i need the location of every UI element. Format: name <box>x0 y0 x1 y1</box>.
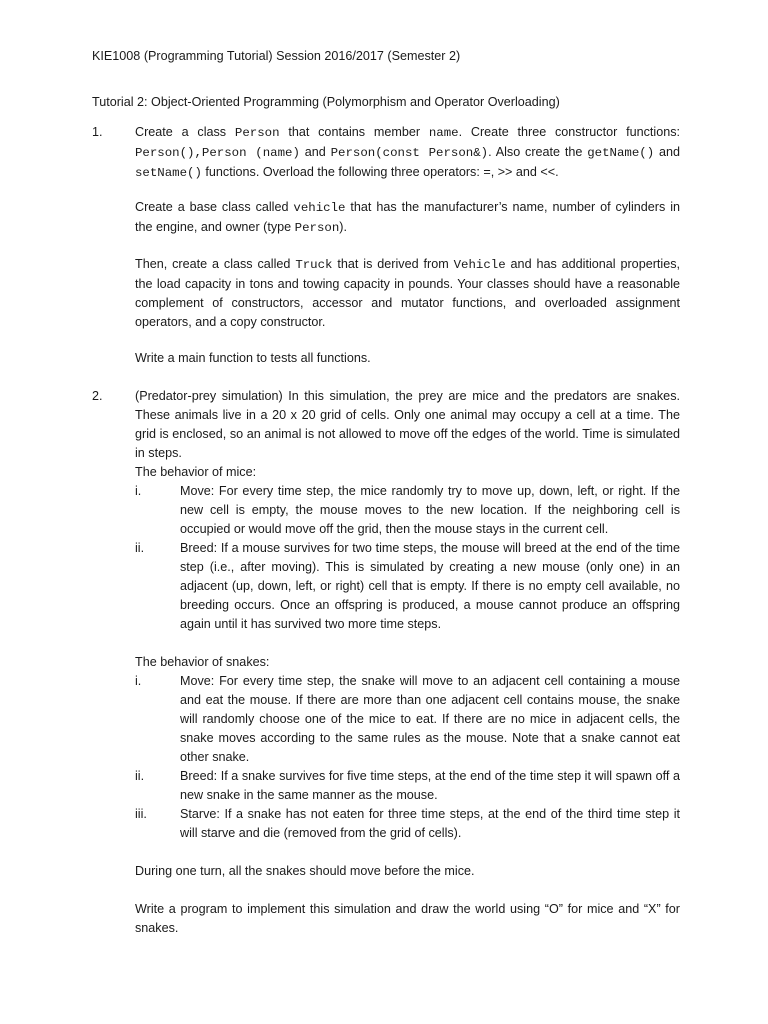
code-truck: Truck <box>295 258 333 272</box>
q1-paragraph-class-person <box>135 123 680 183</box>
list-number: i. <box>135 484 142 498</box>
q1-paragraph-main: Write a main function to tests all functions. <box>135 351 371 365</box>
program-instruction: Write a program to implement this simulation and draw the world using “O” for mice and “X” for snakes. <box>135 902 680 935</box>
course-header: KIE1008 (Programming Tutorial) Session 2016/2017 (Semester 2) <box>92 49 461 63</box>
snakes-rule-breed <box>135 767 680 805</box>
text: that is derived from <box>332 257 454 271</box>
q2-intro: (Predator-prey simulation) In this simulation, the prey are mice and the predators are snakes. These animals live in a 20 x 20 grid of cells. Only one animal may occupy a cell at a time. The grid is enclosed, so an animal is not allowed to move off the edges of the world. Time is simulated in steps. <box>135 389 680 460</box>
text: functions. Overload the following three operators: =, >> and <<. <box>201 165 559 179</box>
text: that contains member <box>279 125 429 139</box>
question-1-body <box>135 123 680 183</box>
rule-text: Breed: If a snake survives for five time steps, at the end of the time step it will spawn off a new snake in the same manner as the mouse. <box>180 769 680 802</box>
text: ). <box>339 220 347 234</box>
text: and has additional properties, the load capacity in tons and towing capacity in pounds. Your classes should have a reasonable complement of constructors, accessor and mutator functions, and overloaded assignment operators, and a copy constructor. <box>135 257 680 329</box>
question-number: 2. <box>92 389 103 403</box>
rule-text: Starve: If a snake has not eaten for three time steps, at the end of the third time step it will starve and die (removed from the grid of cells). <box>180 807 680 840</box>
list-number: ii. <box>135 769 145 783</box>
code-constructors: Person(),Person (name) <box>135 146 300 160</box>
text: Then, create a class called <box>135 257 296 271</box>
rule-text: Move: For every time step, the mice randomly try to move up, down, left, or right. If the new cell is empty, the mouse moves to the new location. If the neighboring cell is occupied or would move off the grid, then the mouse stays in the current cell. <box>180 484 680 536</box>
code-vehicle: vehicle <box>293 201 346 215</box>
code-setname: setName() <box>135 166 202 180</box>
list-number: i. <box>135 674 142 688</box>
q1-paragraph-truck <box>135 255 680 332</box>
code-name: name <box>428 126 459 140</box>
text: . Also create the <box>488 145 588 159</box>
text: and <box>654 145 680 159</box>
text: Create a base class called <box>135 200 294 214</box>
rule-text: Move: For every time step, the snake will move to an adjacent cell containing a mouse and eat the mouse. If there are more than one adjacent cell contains mouse, the snake will randomly choose one of the mice to eat. If there are no mice in adjacent cells, the snake moves according to the same rules as the mouse. Note that a snake cannot eat other snake. <box>180 674 680 764</box>
text: Create a class <box>135 125 235 139</box>
mice-rule-breed <box>135 539 680 634</box>
list-number: ii. <box>135 541 145 555</box>
mice-heading: The behavior of mice: <box>135 465 257 479</box>
text: and <box>299 145 331 159</box>
snakes-rule-move <box>135 672 680 767</box>
rule-text: Breed: If a mouse survives for two time steps, the mouse will breed at the end of the time step (i.e., after moving). This is simulated by creating a new mouse (only one) in an adjacent (up, down, left, or right) cell that is empty. If there is no empty cell available, no breeding occurs. Once an offspring is produced, a mouse cannot produce an offspring again until it has survived two more time steps. <box>180 541 680 631</box>
question-number: 1. <box>92 125 103 139</box>
list-number: iii. <box>135 807 147 821</box>
question-2-body <box>135 387 680 938</box>
code-copy-constructor: Person(const Person&) <box>330 146 489 160</box>
code-vehicle: Vehicle <box>453 258 506 272</box>
q1-paragraph-vehicle <box>135 198 680 238</box>
snakes-heading: The behavior of snakes: <box>135 655 270 669</box>
snakes-rule-starve <box>135 805 680 843</box>
mice-rule-move <box>135 482 680 539</box>
tutorial-title: Tutorial 2: Object-Oriented Programming (Polymorphism and Operator Overloading) <box>92 95 560 109</box>
code-getname: getName() <box>587 146 655 160</box>
code-person: Person <box>234 126 280 140</box>
code-person: Person <box>294 221 340 235</box>
turn-order: During one turn, all the snakes should move before the mice. <box>135 864 475 878</box>
text: . Create three constructor functions: <box>458 125 680 139</box>
text: that has the manufacturer’s name, number of cylinders in the engine, and owner (type <box>135 200 680 234</box>
